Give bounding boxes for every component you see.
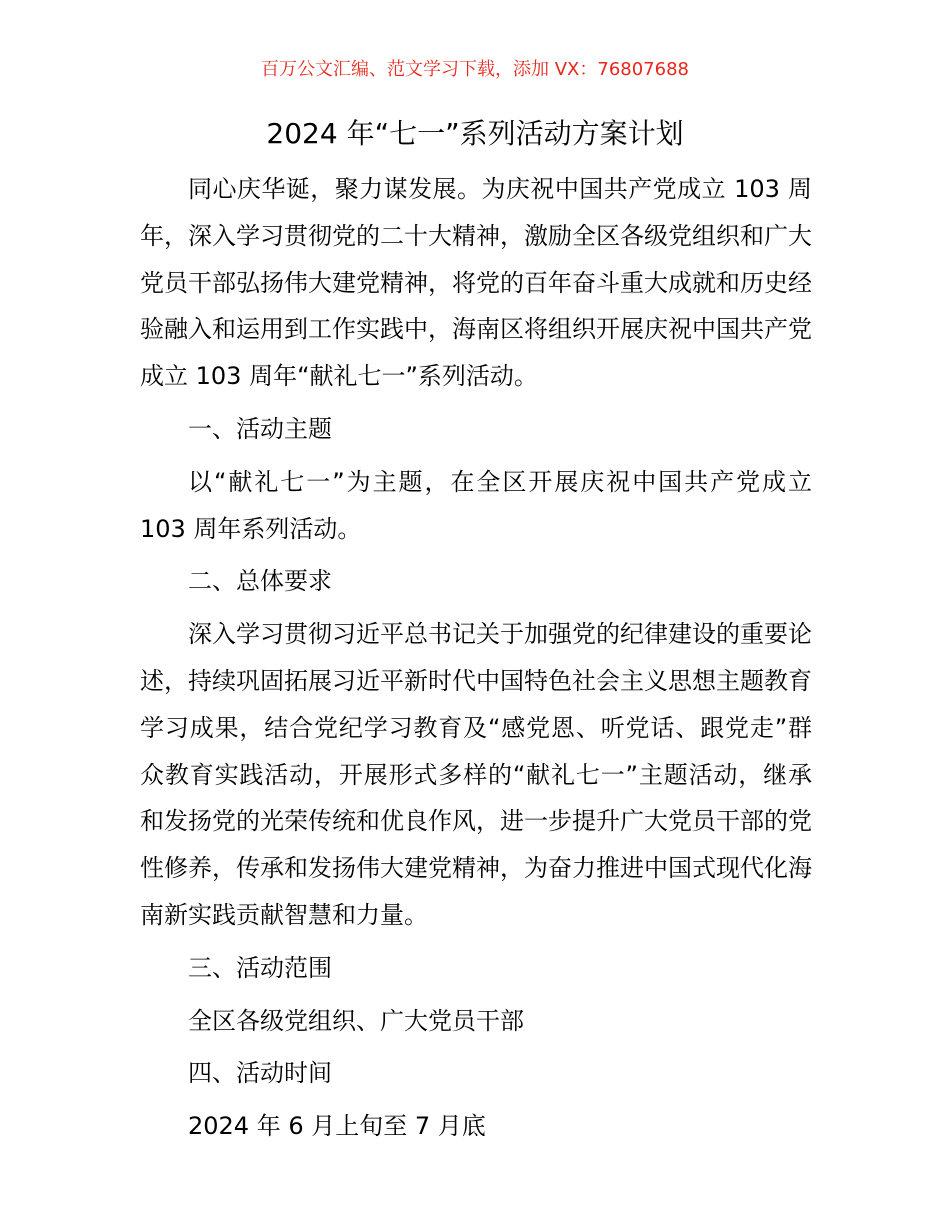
section-heading-time: 四、活动时间 — [188, 1059, 332, 1088]
section-heading-requirements: 二、总体要求 — [188, 567, 332, 596]
section-body-scope: 全区各级党组织、广大党员干部 — [188, 1006, 524, 1035]
intro-paragraph: 同心庆华诞，聚力谋发展。为庆祝中国共产党成立 103 周年，深入学习贯彻党的二十大精神，激励全区各级党组织和广大党员干部弘扬伟大建党精神，将党的百年奋斗重大成就和历史经验融入和运用到工作实践中，海南区将组织开展庆祝中国共产党成立 103 周年“献礼七一”系列活动。 — [140, 175, 812, 391]
section-body-requirements: 深入学习贯彻习近平总书记关于加强党的纪律建设的重要论述，持续巩固拓展习近平新时代中国特色社会主义思想主题教育学习成果，结合党纪学习教育及“感党恩、听党话、跟党走”群众教育实践活动，开展形式多样的“献礼七一”主题活动，继承和发扬党的光荣传统和优良作风，进一步提升广大党员干部的党性修养，传承和发扬伟大建党精神，为奋力推进中国式现代化海南新实践贡献智慧和力量。 — [140, 620, 812, 929]
section-body-theme: 以“献礼七一”为主题，在全区开展庆祝中国共产党成立 103 周年系列活动。 — [140, 467, 812, 543]
watermark-header: 百万公文汇编、范文学习下载，添加 VX：76807688 — [261, 59, 689, 80]
document-body — [140, 166, 812, 1156]
section-heading-scope: 三、活动范围 — [188, 953, 332, 982]
document-title: 2024 年“七一”系列活动方案计划 — [266, 117, 684, 150]
section-heading-theme: 一、活动主题 — [188, 414, 332, 443]
section-body-time: 2024 年 6 月上旬至 7 月底 — [188, 1112, 486, 1141]
